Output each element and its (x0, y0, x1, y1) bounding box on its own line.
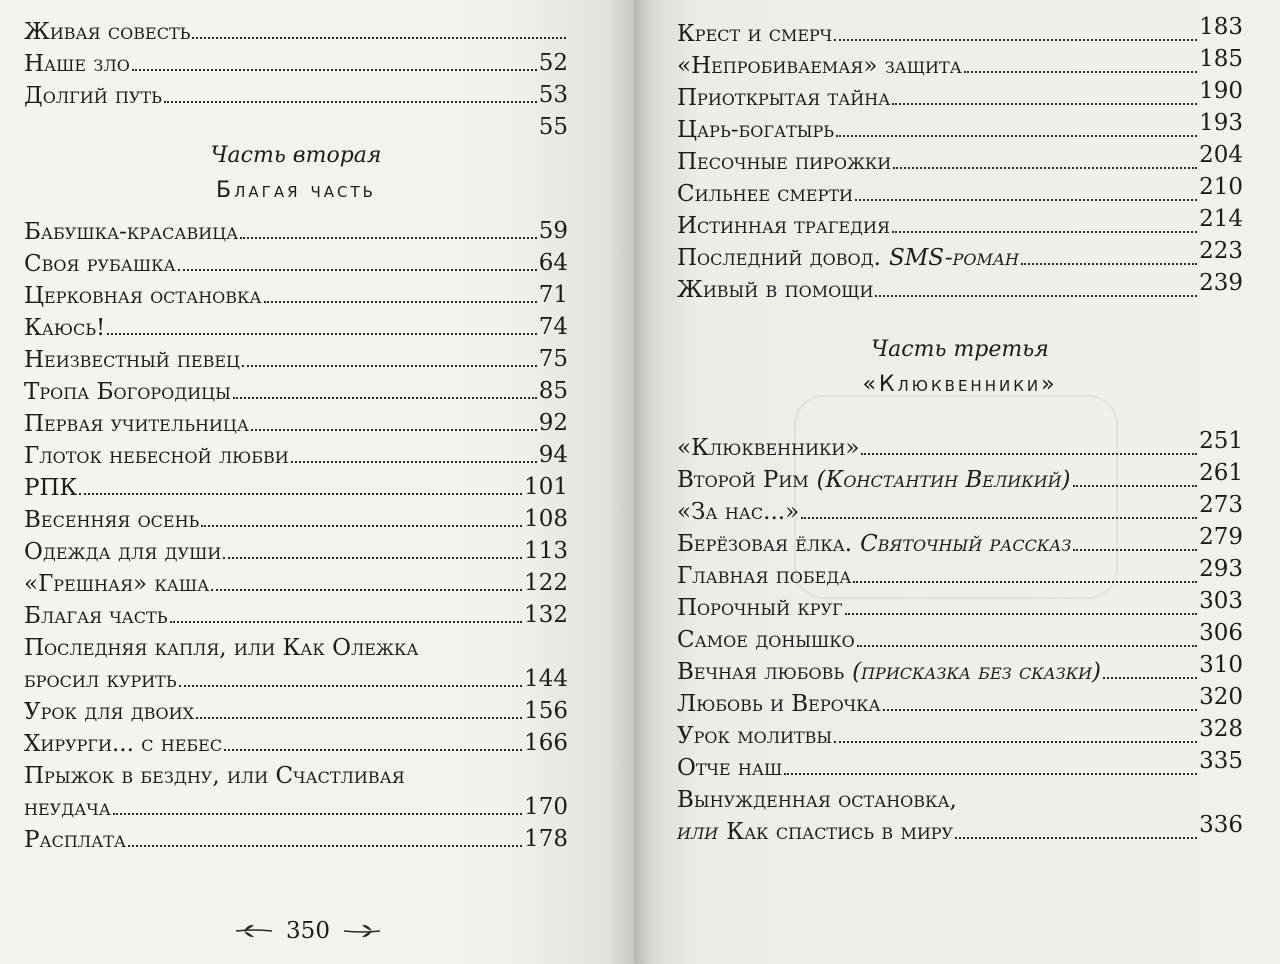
dot-leader (107, 333, 536, 335)
dot-leader (291, 461, 537, 463)
dot-leader (264, 301, 537, 303)
toc-page: 166 (524, 730, 568, 756)
toc-page: 303 (1199, 588, 1243, 614)
right-toc (677, 16, 1243, 846)
right-entry-list-top (677, 16, 1243, 240)
dot-leader (784, 773, 1197, 775)
toc-title: неудача (24, 795, 111, 821)
toc-title: Неизвестный певец (24, 347, 240, 373)
page-number-text: 350 (286, 918, 330, 944)
toc-entry (24, 246, 568, 278)
toc-page: 204 (1199, 142, 1243, 168)
toc-subtitle: SMS-роман (888, 245, 1019, 271)
toc-entry (677, 462, 1243, 494)
toc-page: 59 (538, 218, 568, 244)
toc-title: Истинная трагедия (677, 213, 890, 239)
toc-page: 74 (538, 314, 568, 340)
toc-page: 92 (538, 410, 568, 436)
toc-title: Прыжок в бездну, или Счастливая (24, 763, 405, 789)
left-toc (24, 14, 568, 854)
toc-title: Хирурги... с небес (24, 731, 223, 757)
dot-leader (201, 525, 522, 527)
toc-page: 113 (524, 538, 568, 564)
toc-subtitle: (Константин Великий) (816, 467, 1071, 493)
toc-entry (24, 278, 568, 310)
toc-title: «Грешная» каша (24, 571, 210, 597)
toc-page: 55 (538, 114, 568, 140)
toc-page: 64 (538, 250, 568, 276)
toc-title: «Непробиваемая» защита (677, 53, 962, 79)
dot-leader (179, 685, 522, 687)
toc-page: 144 (524, 666, 568, 692)
toc-page: 310 (1199, 652, 1243, 678)
toc-entry (24, 46, 568, 78)
toc-title: Порочный круг (677, 595, 843, 621)
toc-title: Долгий путь (24, 83, 162, 109)
toc-title: Благая часть (24, 603, 168, 629)
toc-entry (677, 622, 1243, 654)
dot-leader (192, 37, 566, 39)
dot-leader (233, 397, 537, 399)
toc-entry-multiline-line2 (24, 662, 568, 694)
dot-leader (857, 645, 1197, 647)
toc-title: «За нас...» (677, 499, 800, 525)
toc-entry (677, 272, 1243, 304)
dot-leader (113, 813, 522, 815)
toc-entry (24, 374, 568, 406)
dot-leader (242, 365, 537, 367)
toc-title: Бабушка-красавица (24, 219, 239, 245)
toc-entry (677, 80, 1243, 112)
toc-entry (677, 430, 1243, 462)
toc-entry (677, 494, 1243, 526)
toc-entry (24, 470, 568, 502)
toc-page: 52 (538, 50, 568, 76)
toc-page: 279 (1199, 524, 1243, 550)
toc-title: Как спастись в миру (726, 819, 954, 845)
toc-title-prefix: или (677, 819, 719, 845)
toc-title: Живая совесть (24, 19, 191, 45)
dot-leader (883, 709, 1197, 711)
toc-title: Расплата (24, 827, 127, 853)
toc-entry (677, 176, 1243, 208)
dot-leader (1021, 263, 1197, 265)
dot-leader (853, 581, 1197, 583)
toc-title: Каюсь! (24, 315, 106, 341)
toc-entry (677, 590, 1243, 622)
toc-entry-multiline-line1 (677, 782, 1243, 814)
toc-title: Самое донышко (677, 627, 855, 653)
toc-page: 108 (524, 506, 568, 532)
toc-page: 122 (524, 570, 568, 596)
toc-page: 101 (524, 474, 568, 500)
toc-title: Церковная остановка (24, 283, 262, 309)
toc-title: бросил курить (24, 667, 177, 693)
toc-page: 306 (1199, 620, 1243, 646)
toc-page: 335 (1199, 748, 1243, 774)
toc-entry (24, 694, 568, 726)
toc-title: Отче наш (677, 755, 783, 781)
toc-title: «Клюквенники» (677, 435, 860, 461)
part-three-label: Часть третья (871, 336, 1049, 362)
toc-page: 328 (1199, 716, 1243, 742)
dot-leader (836, 135, 1197, 137)
page-number (228, 913, 388, 949)
toc-title: Вечная любовь (677, 659, 845, 685)
toc-entry (24, 110, 568, 138)
dot-leader (861, 453, 1197, 455)
toc-page: 239 (1199, 270, 1243, 296)
toc-title: Вынужденная остановка, (677, 787, 957, 813)
toc-title: Своя рубашка (24, 251, 176, 277)
right-ornament-icon (342, 921, 382, 941)
dot-leader (834, 741, 1197, 743)
dot-leader (875, 295, 1197, 297)
toc-page: 94 (538, 442, 568, 468)
toc-entry (24, 406, 568, 438)
toc-entry (677, 144, 1243, 176)
toc-entry (24, 214, 568, 246)
toc-title: Первая учительница (24, 411, 249, 437)
dot-leader (892, 103, 1197, 105)
part-three-title: «Клюквенники» (862, 371, 1058, 397)
toc-title: Берёзовая ёлка. (677, 531, 853, 557)
toc-entry (24, 78, 568, 110)
toc-page: 85 (538, 378, 568, 404)
toc-entry (677, 686, 1243, 718)
right-entry-list-mid (677, 558, 1243, 654)
dot-leader (251, 429, 537, 431)
toc-page: 193 (1199, 110, 1243, 136)
dot-leader (224, 749, 522, 751)
dot-leader (240, 237, 536, 239)
toc-entry (677, 654, 1243, 686)
toc-entry (24, 310, 568, 342)
dot-leader (132, 69, 537, 71)
toc-page: 261 (1199, 460, 1243, 486)
dot-leader (855, 199, 1197, 201)
toc-entry-multiline-line1 (24, 758, 568, 790)
dot-leader (801, 517, 1197, 519)
toc-subtitle: (присказка без сказки) (852, 659, 1102, 685)
toc-entry (677, 240, 1243, 272)
toc-title: РПК (24, 475, 78, 501)
toc-page: 251 (1199, 428, 1243, 454)
dot-leader (1073, 549, 1197, 551)
toc-entry-multiline-line2 (24, 790, 568, 822)
toc-title: Главная победа (677, 563, 852, 589)
toc-entry (677, 112, 1243, 144)
toc-page: 183 (1199, 14, 1243, 40)
toc-entry (24, 534, 568, 566)
toc-page: 156 (524, 698, 568, 724)
toc-title: Последняя капля, или Как Олежка (24, 635, 419, 661)
toc-title: Царь-богатырь (677, 117, 835, 143)
toc-title: Второй Рим (677, 467, 809, 493)
dot-leader (892, 231, 1197, 233)
toc-page: 223 (1199, 238, 1243, 264)
toc-title: Глоток небесной любви (24, 443, 289, 469)
toc-entry (24, 598, 568, 630)
toc-page: 293 (1199, 556, 1243, 582)
toc-entry (24, 14, 568, 46)
dot-leader (178, 269, 537, 271)
toc-page: 214 (1199, 206, 1243, 232)
dot-leader (170, 621, 523, 623)
part-two-title: Благая часть (216, 177, 376, 203)
dot-leader (1073, 485, 1198, 487)
dot-leader (164, 101, 537, 103)
dot-leader (893, 167, 1197, 169)
toc-page: 336 (1199, 812, 1243, 838)
right-page (634, 0, 1280, 964)
toc-page: 273 (1199, 492, 1243, 518)
toc-title: Урок молитвы (677, 723, 833, 749)
dot-leader (128, 845, 522, 847)
dot-leader (964, 71, 1197, 73)
toc-title: Любовь и Верочка (677, 691, 881, 717)
dot-leader (845, 613, 1197, 615)
toc-page: 190 (1199, 78, 1243, 104)
left-entry-list (24, 214, 568, 630)
toc-entry (677, 208, 1243, 240)
toc-entry (24, 566, 568, 598)
toc-entry (24, 726, 568, 758)
toc-title: Песочные пирожки (677, 149, 892, 175)
left-ornament-icon (234, 921, 274, 941)
toc-entry-multiline-line1 (24, 630, 568, 662)
toc-entry (677, 16, 1243, 48)
toc-title: Тропа Богородицы (24, 379, 231, 405)
dot-leader (223, 557, 522, 559)
toc-page: 75 (538, 346, 568, 372)
toc-page: 170 (524, 794, 568, 820)
toc-title: Последний довод. (677, 245, 881, 271)
toc-title: Сильнее смерти (677, 181, 854, 207)
toc-page: 71 (538, 282, 568, 308)
toc-entry (24, 342, 568, 374)
toc-entry (677, 526, 1243, 558)
toc-title: Весенняя осень (24, 507, 200, 533)
dot-leader (955, 837, 1197, 839)
toc-page: 132 (524, 602, 568, 628)
toc-page: 210 (1199, 174, 1243, 200)
toc-entry (677, 718, 1243, 750)
left-entry-list-b (24, 694, 568, 758)
toc-title: Наше зло (24, 51, 130, 77)
toc-page: 185 (1199, 46, 1243, 72)
toc-subtitle: Святочный рассказ (860, 531, 1072, 557)
left-page (0, 0, 634, 964)
dot-leader (79, 493, 522, 495)
toc-title: Крест и смерч (677, 21, 833, 47)
toc-entry (24, 438, 568, 470)
right-entry-list-end (677, 686, 1243, 782)
dot-leader (1103, 677, 1197, 679)
toc-entry (24, 502, 568, 534)
part-two-label: Часть вторая (210, 142, 382, 168)
toc-entry-multiline-line2 (677, 814, 1243, 846)
right-entry-list-top2 (677, 272, 1243, 304)
toc-page: 178 (524, 826, 568, 852)
toc-page: 53 (538, 82, 568, 108)
dot-leader (211, 589, 522, 591)
toc-title: Приоткрытая тайна (677, 85, 891, 111)
toc-entry (677, 48, 1243, 80)
left-entry-list-c (24, 822, 568, 854)
dot-leader (834, 39, 1197, 41)
toc-entry (677, 750, 1243, 782)
toc-entry (24, 822, 568, 854)
dot-leader (196, 717, 522, 719)
toc-entry (677, 558, 1243, 590)
toc-title: Живый в помощи (677, 277, 874, 303)
toc-title: Урок для двоих (24, 699, 195, 725)
toc-title: Одежда для души (24, 539, 222, 565)
toc-page: 320 (1199, 684, 1243, 710)
